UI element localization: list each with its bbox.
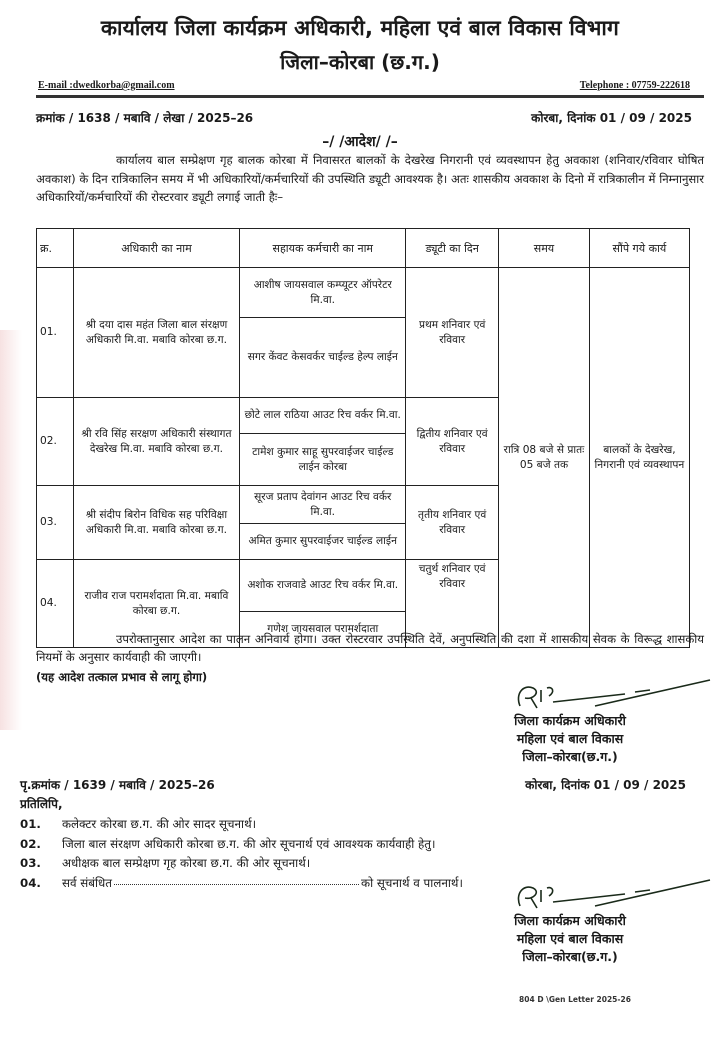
blank-dotted-line bbox=[114, 874, 359, 885]
order-heading: –/ /आदेश/ /– bbox=[322, 134, 398, 150]
list-item bbox=[20, 815, 700, 835]
officer-name: राजीव राज परामर्शदाता मि.वा. मबावि कोरबा छ.ग. bbox=[73, 560, 240, 648]
assistant-name: अशोक राजवाडे आउट रिच वर्कर मि.वा. bbox=[240, 560, 406, 612]
col-header-sn: क्र. bbox=[37, 229, 74, 268]
list-item-text-before: सर्व संबंधित bbox=[62, 875, 113, 890]
col-header-task: सौंपे गये कार्य bbox=[589, 229, 689, 268]
table-row bbox=[37, 268, 690, 318]
list-item-number: 04. bbox=[20, 875, 41, 890]
effect-note: (यह आदेश तत्काल प्रभाव से लागू होगा) bbox=[36, 670, 208, 684]
signatory-designation: जिला कार्यक्रम अधिकारी bbox=[514, 913, 626, 928]
district-title: जिला–कोरबा (छ.ग.) bbox=[280, 50, 440, 74]
col-header-officer: अधिकारी का नाम bbox=[73, 229, 240, 268]
duty-day: चतुर्थ शनिवार एवं रविवार bbox=[406, 560, 499, 648]
email-address: E-mail :dwedkorba@gmail.com bbox=[38, 80, 175, 91]
signature-mark bbox=[475, 676, 715, 716]
table-header-row bbox=[37, 229, 690, 268]
list-item-text: अधीक्षक बाल सम्प्रेक्षण गृह कोरबा छ.ग. की ओर सूचनार्थ। bbox=[62, 856, 311, 870]
paper-stain bbox=[0, 330, 22, 730]
header-divider bbox=[36, 95, 704, 98]
row-sn: 02. bbox=[37, 398, 74, 486]
signatory-district: जिला–कोरबा(छ.ग.) bbox=[522, 749, 618, 764]
list-item bbox=[20, 835, 700, 855]
signatory-district: जिला–कोरबा(छ.ग.) bbox=[522, 949, 618, 964]
document-code: 804 D \Gen Letter 2025-26 bbox=[519, 995, 631, 1004]
row-sn: 03. bbox=[37, 486, 74, 560]
assistant-name: सगर केंवट केसवर्कर चाईल्ड हेल्प लाईन bbox=[240, 318, 406, 398]
signature-block bbox=[470, 912, 670, 966]
signatory-department: महिला एवं बाल विकास bbox=[516, 731, 624, 746]
assistant-name: टामेश कुमार साहू सुपरवाईजर चाईल्ड लाईन कोरबा bbox=[240, 434, 406, 486]
list-item-number: 01. bbox=[20, 817, 41, 831]
reference-number: क्रमांक / 1638 / मबावि / लेखा / 2025–26 bbox=[36, 111, 254, 125]
copy-reference-number: पृ.क्रमांक / 1639 / मबावि / 2025–26 bbox=[20, 778, 215, 792]
office-title: कार्यालय जिला कार्यक्रम अधिकारी, महिला एवं बाल विकास विभाग bbox=[100, 16, 620, 40]
assistant-name: सूरज प्रताप देवांगन आउट रिच वर्कर मि.वा. bbox=[240, 486, 406, 524]
col-header-day: ड्यूटी का दिन bbox=[406, 229, 499, 268]
assistant-name: आशीष जायसवाल कम्प्यूटर ऑपरेटर मि.वा. bbox=[240, 268, 406, 318]
officer-name: श्री दया दास महंत जिला बाल संरक्षण अधिकारी मि.वा. मबावि कोरबा छ.ग. bbox=[73, 268, 240, 398]
signature-mark bbox=[475, 876, 715, 916]
signatory-designation: जिला कार्यक्रम अधिकारी bbox=[514, 713, 626, 728]
list-item-number: 03. bbox=[20, 856, 41, 870]
officer-name: श्री संदीप बिरोन विधिक सह परिविक्षा अधिकारी मि.वा. मबावि कोरबा छ.ग. bbox=[73, 486, 240, 560]
col-header-time: समय bbox=[499, 229, 590, 268]
copy-reference-date: कोरबा, दिनांक 01 / 09 / 2025 bbox=[525, 778, 686, 792]
signature-block bbox=[470, 712, 670, 766]
list-item-text-after: को सूचनार्थ व पालनार्थ। bbox=[361, 875, 463, 890]
telephone-number: Telephone : 07759-222618 bbox=[579, 80, 690, 91]
row-sn: 01. bbox=[37, 268, 74, 398]
col-header-assistant: सहायक कर्मचारी का नाम bbox=[240, 229, 406, 268]
compliance-paragraph: उपरोक्तानुसार आदेश का पालन अनिवार्य होगा। उक्त रोस्टरवार उपस्थिति देवें, अनुपस्थिति की दशा में शासकीय सेवक के विरूद्ध शासकीय नियमों के अनुसार कार्यवाही की जाएगी। bbox=[36, 632, 704, 664]
officer-name: श्री रवि सिंह सरक्षण अधिकारी संस्थागत देखरेख मि.वा. मबावि कोरबा छ.ग. bbox=[73, 398, 240, 486]
duty-day: तृतीय शनिवार एवं रविवार bbox=[406, 486, 499, 560]
copy-heading: प्रतिलिपि, bbox=[20, 797, 63, 811]
duty-day: प्रथम शनिवार एवं रविवार bbox=[406, 268, 499, 398]
duty-day: द्वितीय शनिवार एवं रविवार bbox=[406, 398, 499, 486]
assistant-name: गणेश जायसवाल परामर्शदाता bbox=[240, 612, 406, 648]
duty-time: रात्रि 08 बजे से प्रातः 05 बजे तक bbox=[499, 268, 590, 648]
list-item-text: कलेक्टर कोरबा छ.ग. की ओर सादर सूचनार्थ। bbox=[62, 817, 257, 831]
list-item bbox=[20, 854, 700, 874]
duty-roster-table bbox=[36, 228, 690, 648]
list-item-text: जिला बाल संरक्षण अधिकारी कोरबा छ.ग. की ओर सूचनार्थ एवं आवश्यक कार्यवाही हेतु। bbox=[62, 836, 436, 851]
list-item-number: 02. bbox=[20, 836, 41, 851]
assistant-name: छोटे लाल राठिया आउट रिच वर्कर मि.वा. bbox=[240, 398, 406, 434]
signatory-department: महिला एवं बाल विकास bbox=[516, 931, 624, 946]
row-sn: 04. bbox=[37, 560, 74, 648]
assigned-task: बालकों के देखरेख, निगरानी एवं व्यवस्थापन bbox=[589, 268, 689, 648]
reference-date: कोरबा, दिनांक 01 / 09 / 2025 bbox=[531, 111, 692, 125]
assistant-name: अमित कुमार सुपरवाईजर चाईल्ड लाईन bbox=[240, 524, 406, 560]
intro-paragraph: कार्यालय बाल सम्प्रेक्षण गृह बालक कोरबा में निवासरत बालकों के देखरेख निगरानी एवं व्यवस्थापन हेतु अवकाश (शनिवार/रविवार घोषित अवकाश) के दिन रात्रिकालिन समय में भी अधिकारियों/कर्मचारियों की उपस्थिति ड्यूटी आवश्यक है। अतः शासकीय अवकाश के दिनो में रात्रिकालीन में निम्नानुसार अधिकारियों/कर्मचारियों की रोस्टरवार ड्यूटी लगाई जाती हैः– bbox=[36, 153, 704, 204]
